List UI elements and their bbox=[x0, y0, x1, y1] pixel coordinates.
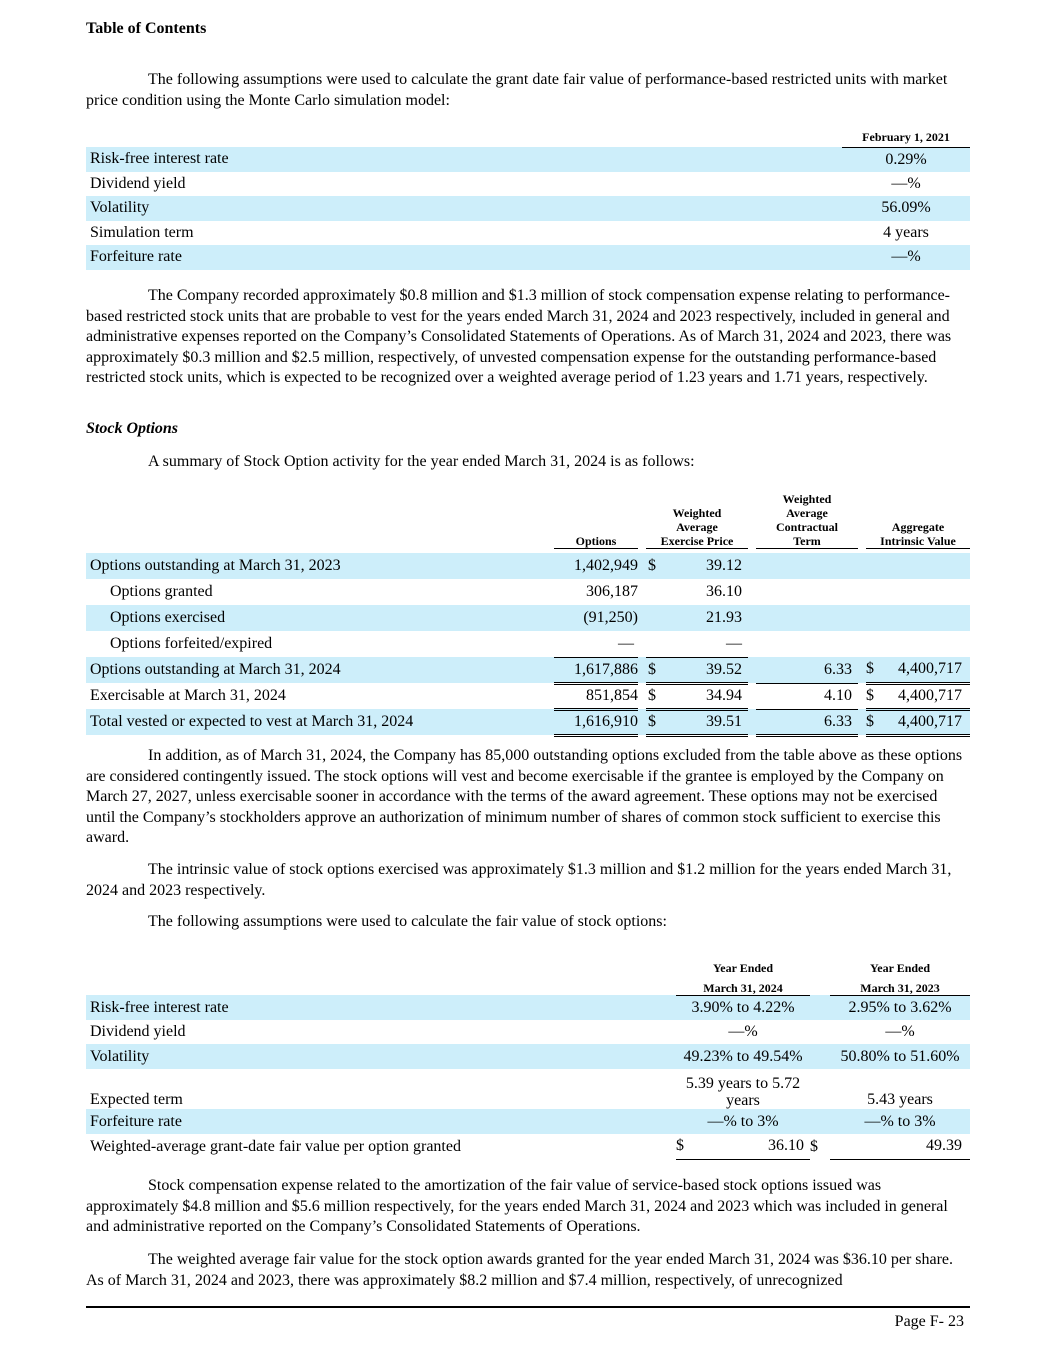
footer-divider bbox=[86, 1306, 970, 1308]
paragraph-intrinsic-value: The intrinsic value of stock options exercised was approximately $1.3 million and $1.2 million for the years ended March 31, 2024 and 2023 respectively. bbox=[86, 861, 952, 899]
paragraph-psu-expense: The Company recorded approximately $0.8 million and $1.3 million of stock compensation expense relating to performance-based restricted stock units that are probable to vest for the years ended March 31, 2024 and 2023 respectively, included in general and administrative expenses reported on the Company’s Consolidated Statements of Operations. As of March 31, 2024 and 2023, there was approximately $0.3 million and $2.5 million, respectively, of unvested compensation expense for the outstanding performance-based restricted stock units, which is expected to be recognized over a weighted average period of 1.23 years and 1.71 years, respectively. bbox=[86, 287, 952, 386]
paragraph-contingent-options: In addition, as of March 31, 2024, the Company has 85,000 outstanding options excluded from the table above as these options are considered contingently issued. The stock options will vest and become exercisable if the grantee is employed by the Company on March 27, 2027, unless exercisable sooner in accordance with the terms of the award agreement. These options may not be exercised until the Company’s stockholders approve an authorization of minimum number of shares of common stock sufficient to exercise this award. bbox=[86, 747, 963, 846]
column-header-year-ended-2024-line1: Year Ended bbox=[712, 961, 774, 975]
column-header-february: February 1, 2021 bbox=[842, 128, 970, 147]
table-row: Dividend yield —% bbox=[90, 174, 921, 192]
column-header-march-2023: March 31, 2023 bbox=[830, 975, 970, 995]
table-row: Volatility 49.23% to 49.54% 50.80% to 51.60% bbox=[86, 1044, 970, 1069]
table-row: Dividend yield —% —% bbox=[90, 1023, 915, 1040]
paragraph-stock-option-summary-intro: A summary of Stock Option activity for the year ended March 31, 2024 is as follows: bbox=[148, 453, 695, 470]
table-row: Options exercised (91,250) 21.93 bbox=[86, 605, 970, 631]
column-header-exercise-price: Weighted Average Exercise Price bbox=[646, 490, 748, 548]
table-row: Options outstanding at March 31, 2024 1,617,886 $ 39.52 6.33 $ 4,400,717 bbox=[86, 657, 970, 683]
column-header-options: Options bbox=[554, 490, 638, 548]
table-row: Risk-free interest rate 0.29% bbox=[86, 147, 970, 172]
table-row: Options granted 306,187 36.10 bbox=[110, 583, 742, 600]
column-header-year-ended-2023-line1: Year Ended bbox=[869, 961, 931, 975]
paragraph-fair-value-assumptions-intro: The following assumptions were used to calculate the fair value of stock options: bbox=[148, 913, 667, 930]
page-number: Page F- 23 bbox=[894, 1313, 964, 1330]
paragraph-weighted-average-fair-value: The weighted average fair value for the stock option awards granted for the year ended March 31, 2024 was $36.10 per share. As of March 31, 2024 and 2023, there was approximately $8.2 million and $7.4 million, respectively, of unrecognized bbox=[86, 1251, 954, 1289]
column-header-march-2024: March 31, 2024 bbox=[676, 975, 810, 995]
table-row: Total vested or expected to vest at March 31, 2024 1,616,910 $ 39.51 6.33 $ 4,400,717 bbox=[86, 709, 970, 735]
paragraph-service-based-expense: Stock compensation expense related to the amortization of the fair value of service-based stock options issued was approximately $4.8 million and $5.6 million respectively, for the years ended March 31, 2024 and 2023 which was included in general and administrative reported on the Company’s Consolidated Statements of Operations. bbox=[86, 1177, 948, 1235]
table-row: Options outstanding at March 31, 2023 1,402,949 $ 39.12 bbox=[86, 553, 970, 579]
table-row: Volatility 56.09% bbox=[86, 196, 970, 221]
table-row: Forfeiture rate —% to 3% —% to 3% bbox=[86, 1109, 970, 1134]
column-header-intrinsic-value: Aggregate Intrinsic Value bbox=[866, 490, 970, 548]
column-header-contractual-term: Weighted Average Contractual Term bbox=[756, 490, 858, 548]
table-row: Forfeiture rate —% bbox=[86, 245, 970, 270]
fair-value-assumptions-table bbox=[86, 953, 970, 1160]
table-row: Simulation term 4 years bbox=[90, 223, 929, 241]
monte-carlo-assumptions-table bbox=[86, 128, 970, 270]
table-row: Risk-free interest rate 3.90% to 4.22% 2.95% to 3.62% bbox=[86, 995, 970, 1020]
table-row: Expected term 5.39 years to 5.72 years 5.43 years bbox=[90, 1075, 933, 1109]
stock-option-activity-table bbox=[86, 490, 970, 737]
table-row: Exercisable at March 31, 2024 851,854 $ 34.94 4.10 $ 4,400,717 bbox=[86, 683, 970, 709]
table-of-contents-link[interactable]: Table of Contents bbox=[86, 20, 207, 37]
table-row: Weighted-average grant-date fair value per option granted $ 36.10 $ 49.39 bbox=[86, 1134, 970, 1159]
section-heading-stock-options: Stock Options bbox=[86, 420, 179, 437]
paragraph-monte-carlo-intro: The following assumptions were used to calculate the grant date fair value of performance-based restricted units with market price condition using the Monte Carlo simulation model: bbox=[86, 71, 948, 109]
table-row: Options forfeited/expired — — bbox=[86, 631, 970, 657]
